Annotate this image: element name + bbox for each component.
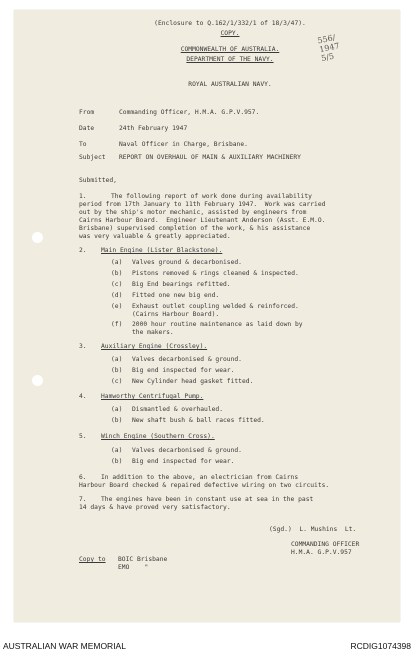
item-label: (c) (111, 378, 123, 385)
item-label: (b) (111, 270, 123, 277)
paragraph-line: Harbour Board checked & repaired defective wiring on two circuits. (79, 482, 330, 489)
item-text: Valves decarbonised & ground. (132, 356, 242, 363)
item-text: Fitted one new big end. (132, 292, 220, 299)
meta-label-to: To (79, 141, 87, 148)
paragraph-line: Brisbane) supervised completion of the work, & his assistance (79, 225, 311, 232)
paragraph-line: In addition to the above, an electrician from Cairns (101, 474, 299, 481)
copy-to-recipient: EMO " (118, 564, 149, 571)
paragraph-line: 14 days & have proved very satisfactory. (79, 504, 231, 511)
meta-label-subject: Subject (79, 154, 106, 161)
item-label: (a) (111, 356, 123, 363)
meta-label-date: Date (79, 125, 95, 132)
copy-to-label: Copy to (79, 556, 106, 563)
archive-name: AUSTRALIAN WAR MEMORIAL (3, 641, 126, 651)
section-title: Main Engine (Lister Blackstone). (101, 247, 223, 254)
signatory-title: COMMANDING OFFICER (291, 541, 360, 548)
item-label: (b) (111, 417, 123, 424)
commonwealth-heading: COMMONWEALTH OF AUSTRALIA. (180, 46, 280, 53)
archive-reference: RCDIG1074398 (350, 641, 411, 651)
handwritten-file-number: 556/ 1947 5/5 (316, 32, 341, 64)
section-title: Auxiliary Engine (Crossley). (101, 343, 208, 350)
meta-value-date: 24th February 1947 (119, 125, 188, 132)
item-label: (a) (111, 447, 123, 454)
item-label: (a) (111, 259, 123, 266)
meta-value-from: Commanding Officer, H.M.A. G.P.V.957. (119, 109, 260, 116)
paragraph-line: was very valuable & greatly appreciated. (79, 233, 231, 240)
paragraph-line: The following report of work done during availability (111, 193, 312, 200)
meta-label-from: From (79, 109, 95, 116)
punch-hole (32, 375, 43, 386)
section-title: Winch Engine (Southern Cross). (101, 433, 215, 440)
paragraph-line: period from 17th January to 11th February 1947. Work was carried (79, 201, 326, 208)
item-text: Big end inspected for wear. (132, 367, 235, 374)
item-text: Dismantled & overhauled. (132, 406, 223, 413)
item-text: New Cylinder head gasket fitted. (132, 378, 254, 385)
section-number: 4. (79, 393, 87, 400)
enclosure-line: (Enclosure to Q.162/1/332/1 of 18/3/47). (154, 20, 306, 27)
item-text: Valves decarbonised & ground. (132, 447, 242, 454)
item-label: (b) (111, 458, 123, 465)
department-heading: DEPARTMENT OF THE NAVY. (186, 56, 274, 63)
item-text: 2000 hour routine maintenance as laid down by the makers. (132, 321, 303, 336)
punch-hole (32, 232, 43, 243)
item-text: Exhaust outlet coupling welded & reinforced. (Cairns Harbour Board). (132, 303, 299, 318)
meta-value-subject: REPORT ON OVERHAUL OF MAIN & AUXILIARY MACHINERY (119, 154, 301, 161)
paragraph-number: 7. (79, 496, 87, 503)
item-text: Valves ground & decarbonised. (132, 259, 242, 266)
paragraph-line: out by the ship's motor mechanic, assisted by engineers from (79, 209, 307, 216)
paragraph-number: 1. (79, 193, 87, 200)
submitted-line: Submitted, (79, 177, 117, 184)
item-label: (e) (111, 303, 123, 310)
section-title: Hamworthy Centrifugal Pump. (101, 393, 204, 400)
meta-value-to: Naval Officer in Charge, Brisbane. (119, 141, 248, 148)
copy-to-recipient: BOIC Brisbane (118, 556, 168, 563)
item-label: (f) (111, 321, 123, 328)
paragraph-line: Cairns Harbour Board. Engineer Lieutenant Anderson (Asst. E.M.O. (79, 217, 326, 224)
section-number: 5. (79, 433, 87, 440)
paragraph-number: 6. (79, 474, 87, 481)
signatory-vessel: H.M.A. G.P.V.957 (291, 549, 352, 556)
item-text: Big End bearings refitted. (132, 281, 231, 288)
paragraph-line: The engines have been in constant use at sea in the past (101, 496, 314, 503)
item-text: New shaft bush & ball races fitted. (132, 417, 265, 424)
ran-heading: ROYAL AUSTRALIAN NAVY. (188, 81, 272, 88)
item-label: (a) (111, 406, 123, 413)
item-label: (d) (111, 292, 123, 299)
item-label: (b) (111, 367, 123, 374)
item-text: Big end inspected for wear. (132, 458, 235, 465)
signature-line: (Sgd.) L. Mushins Lt. (269, 526, 357, 533)
item-text: Pistons removed & rings cleaned & inspected. (132, 270, 299, 277)
section-number: 2. (79, 247, 87, 254)
section-number: 3. (79, 343, 87, 350)
item-label: (c) (111, 281, 123, 288)
copy-heading: COPY. (220, 30, 240, 37)
